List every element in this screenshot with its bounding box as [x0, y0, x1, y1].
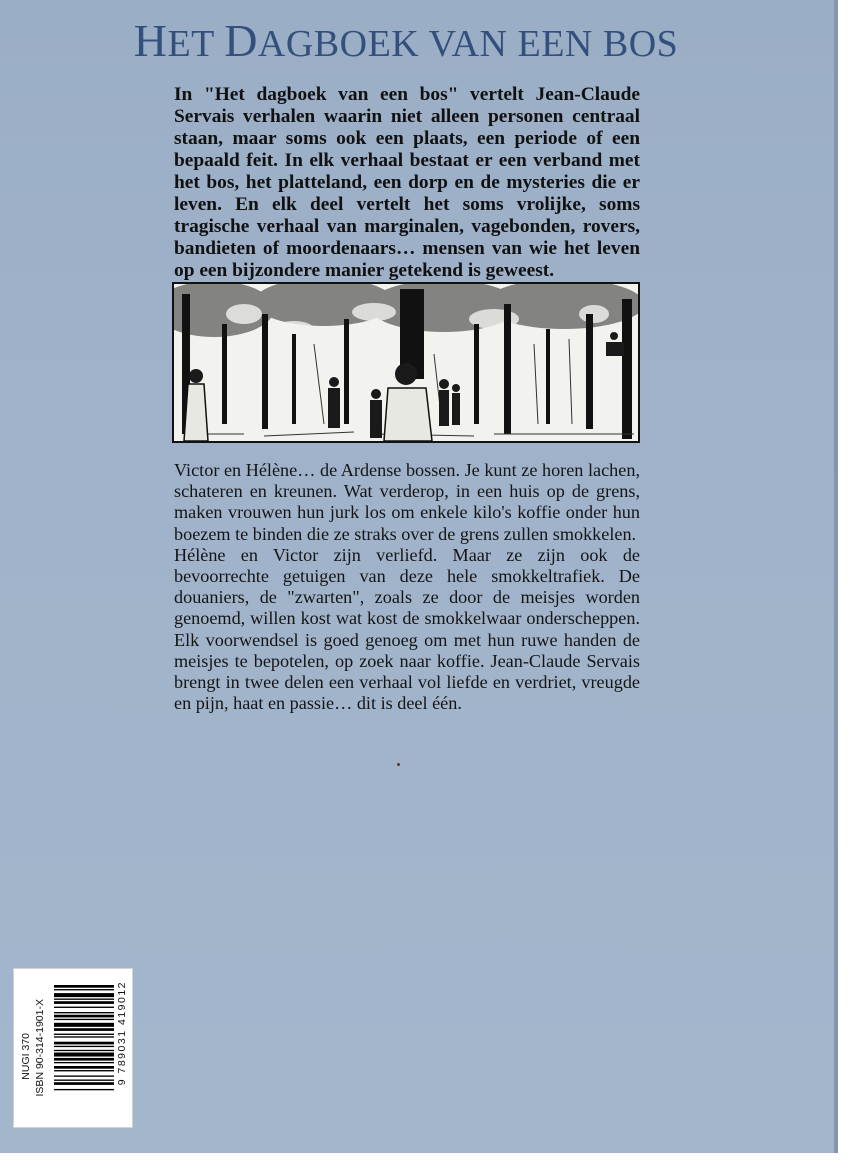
barcode-bar	[54, 1042, 114, 1045]
barcode-bar	[54, 993, 114, 997]
barcode-bar	[54, 1066, 114, 1069]
barcode-bar	[54, 1036, 114, 1037]
barcode-bar	[54, 1034, 114, 1035]
barcode-bar	[54, 1075, 114, 1076]
story-paragraph-1: Victor en Hélène… de Ardense bossen. Je kunt ze horen lachen, schateren en kreunen. Wat verderop, in een huis op de grens, maken vrouwen hun jurk los om enkele kilo's koffie onder hun boezem te binden die ze straks over de grens zullen smokkelen.	[174, 460, 640, 544]
title-part-2: AGBOEK VAN EEN BOS	[257, 23, 679, 65]
title-initial: H	[133, 15, 168, 66]
nugi-code: NUGI 370	[20, 1033, 32, 1080]
barcode-bar	[54, 1019, 114, 1020]
paper-speck	[397, 763, 400, 766]
barcode-bar	[54, 1058, 114, 1061]
barcode-label	[13, 968, 133, 1128]
barcode-bar	[54, 985, 114, 988]
barcode-bar	[54, 1046, 114, 1047]
story-text	[174, 460, 640, 714]
title-initial-d: D	[224, 15, 258, 66]
story-paragraph-2: Hélène en Victor zijn verliefd. Maar ze zijn ook de bevoorrechte getuigen van deze hele smokkeltrafiek. De douaniers, de "zwarten", zoals ze door de meisjes worden genoemd, willen kost wat kost de smokkelwaar onderscheppen. Elk voorwendsel is goed genoeg om met hun ruwe handen de meisjes te bepotelen, op zoek naar koffie. Jean-Claude Servais brengt in twee delen een verhaal vol liefde en verdriet, vreugde en pijn, haat en passie… dit is deel één.	[174, 544, 640, 714]
book-title	[0, 14, 812, 67]
barcode-bar	[54, 1070, 114, 1071]
forest-illustration	[172, 282, 640, 443]
barcode-bar	[54, 1080, 114, 1081]
isbn-number: ISBN 90-314-1901-X	[34, 999, 46, 1097]
barcode-bar	[54, 1015, 114, 1018]
barcode-bar	[54, 1050, 114, 1051]
cover-edge	[834, 0, 838, 1153]
barcode-bar	[54, 1007, 114, 1008]
barcode-bar	[54, 989, 114, 990]
barcode-bar	[54, 1001, 114, 1004]
barcode-bar	[54, 1089, 114, 1090]
title-part-1: ET	[167, 23, 225, 65]
intro-blurb: In "Het dagboek van een bos" vertelt Jean-Claude Servais verhalen waarin niet alleen personen centraal staan, maar soms ook een plaats, een periode of een bepaald feit. In elk verhaal bestaat er een verband met het bos, het platteland, een dorp en de mysteries die er leven. En elk deel vertelt het soms vrolijke, soms tragische verhaal van marginalen, vagebonden, rovers, bandieten of moordenaars… mensen van wie het leven op een bijzondere manier getekend is geweest.	[174, 84, 640, 281]
barcode-bar	[54, 999, 114, 1000]
barcode-bar	[54, 1053, 114, 1057]
ean-barcode	[54, 985, 114, 1119]
barcode-bar	[54, 1023, 114, 1027]
barcode-bar	[54, 1028, 114, 1031]
barcode-bar	[54, 1082, 114, 1085]
ean-digits: 9 789031 419012	[116, 981, 128, 1086]
barcode-bar	[54, 1012, 114, 1013]
forest-drawing	[174, 284, 638, 441]
barcode-bar	[54, 1062, 114, 1063]
